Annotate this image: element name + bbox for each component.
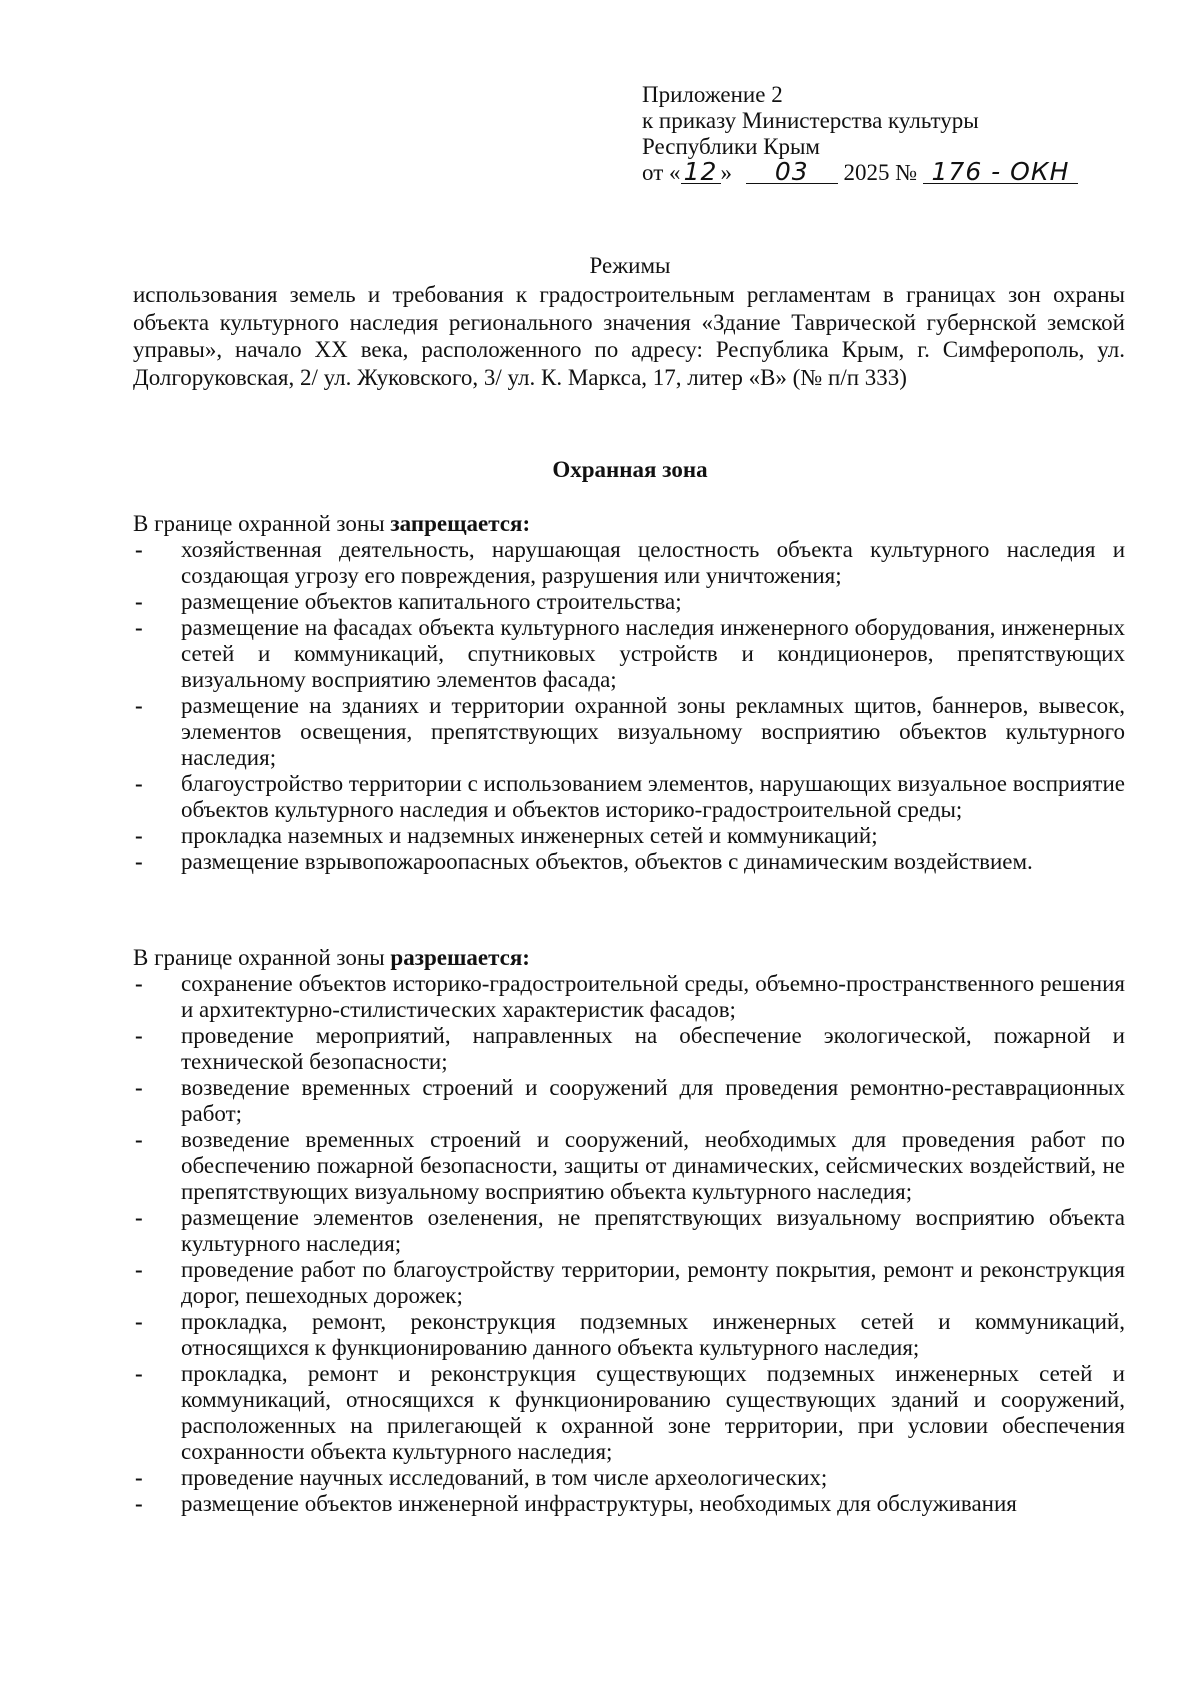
document-title: Режимы [589, 253, 671, 278]
annex-line-2: к приказу Министерства культуры [642, 108, 979, 133]
prohibited-item [133, 693, 1125, 771]
allowed-intro [133, 945, 1125, 971]
allowed-item-text: размещение объектов инженерной инфраструктуры, необходимых для обслуживания [181, 1491, 1017, 1516]
document-subtitle: использования земель и требования к градостроительным регламентам в границах зон охраны объекта культурного наследия регионального значения «Здание Таврической губернской земской управы», начало ХХ века, расположенного по адресу: Республика Крым, г. Симферополь, ул. Долгоруковская, 2/ ул. Жуковского, 3/ ул. К. Маркса, 17, литер «В» (№ п/п 333) [133, 282, 1125, 390]
allowed-item-text: размещение элементов озеленения, не препятствующих визуальному восприятию объекта культурного наследия; [181, 1205, 1125, 1256]
allowed-item [133, 1309, 1125, 1361]
prohibited-item-text: размещение взрывопожароопасных объектов, объектов с динамическим воздействием. [181, 849, 1033, 874]
dash-bullet: - [135, 771, 143, 796]
dash-bullet: - [135, 1075, 143, 1100]
prohibited-item-text: размещение на фасадах объекта культурного наследия инженерного оборудования, инженерных сетей и коммуникаций, спутниковых устройств и кондиционеров, препятствующих визуальному восприятию элементов фасада; [181, 615, 1125, 692]
allowed-item [133, 1075, 1125, 1127]
allowed-item-text: сохранение объектов историко-градостроительной среды, объемно-пространственного решения и архитектурно-стилистических характеристик фасадов; [181, 971, 1125, 1022]
allowed-item [133, 1205, 1125, 1257]
dash-bullet: - [135, 589, 143, 614]
allowed-item [133, 1023, 1125, 1075]
dash-bullet: - [135, 615, 143, 640]
dash-bullet: - [135, 1205, 143, 1230]
allowed-intro-bold: разрешается: [390, 945, 530, 970]
allowed-item [133, 1465, 1125, 1491]
date-month-handwritten: 03 [746, 161, 838, 184]
date-year-number-label: 2025 № [843, 160, 918, 185]
annex-line-3: Республики Крым [642, 134, 820, 159]
allowed-item-text: прокладка, ремонт, реконструкция подземных инженерных сетей и коммуникаций, относящихся к функционированию данного объекта культурного наследия; [181, 1309, 1125, 1360]
dash-bullet: - [135, 1491, 143, 1516]
dash-bullet: - [135, 1465, 143, 1490]
prohibited-item [133, 771, 1125, 823]
allowed-item [133, 971, 1125, 1023]
order-number-handwritten: 176 - ОКН [923, 161, 1078, 184]
prohibited-item-text: хозяйственная деятельность, нарушающая целостность объекта культурного наследия и создающая угрозу его повреждения, разрушения или уничтожения; [181, 537, 1125, 588]
allowed-item-text: прокладка, ремонт и реконструкция существующих подземных инженерных сетей и коммуникаций, относящихся к функционированию существующих зданий и сооружений, расположенных на прилегающей к охранной зоне территории, при условии обеспечения сохранности объекта культурного наследия; [181, 1361, 1125, 1464]
annex-header [642, 82, 1122, 186]
dash-bullet: - [135, 537, 143, 562]
allowed-section [133, 945, 1125, 1517]
zone-heading: Охранная зона [552, 457, 708, 482]
date-day-handwritten: 12 [681, 161, 721, 184]
prohibited-intro [133, 511, 1125, 537]
allowed-item-text: возведение временных строений и сооружений для проведения ремонтно-реставрационных работ; [181, 1075, 1125, 1126]
allowed-item [133, 1127, 1125, 1205]
prohibited-item [133, 823, 1125, 849]
prohibited-item [133, 537, 1125, 589]
prohibited-intro-bold: запрещается: [390, 511, 531, 536]
dash-bullet: - [135, 971, 143, 996]
dash-bullet: - [135, 1023, 143, 1048]
allowed-list [133, 971, 1125, 1517]
allowed-item-text: проведение мероприятий, направленных на обеспечение экологической, пожарной и технической безопасности; [181, 1023, 1125, 1074]
allowed-item-text: возведение временных строений и сооружений, необходимых для проведения работ по обеспечению пожарной безопасности, защиты от динамических, сейсмических воздействий, не препятствующих визуальному восприятию объекта культурного наследия; [181, 1127, 1125, 1204]
allowed-item-text: проведение научных исследований, в том числе археологических; [181, 1465, 828, 1490]
allowed-item [133, 1361, 1125, 1465]
prohibited-item [133, 589, 1125, 615]
allowed-intro-prefix: В границе охранной зоны [133, 945, 385, 970]
prohibited-item-text: размещение объектов капитального строительства; [181, 589, 682, 614]
dash-bullet: - [135, 1361, 143, 1386]
dash-bullet: - [135, 1127, 143, 1152]
allowed-item [133, 1257, 1125, 1309]
annex-date-line [642, 157, 1122, 186]
prohibited-item [133, 849, 1125, 875]
dash-bullet: - [135, 823, 143, 848]
allowed-item [133, 1491, 1125, 1517]
prohibited-item-text: благоустройство территории с использованием элементов, нарушающих визуальное восприятие объектов культурного наследия и объектов историко-градостроительной среды; [181, 771, 1125, 822]
prohibited-list [133, 537, 1125, 875]
dash-bullet: - [135, 1257, 143, 1282]
dash-bullet: - [135, 1309, 143, 1334]
allowed-item-text: проведение работ по благоустройству территории, ремонту покрытия, ремонт и реконструкция дорог, пешеходных дорожек; [181, 1257, 1125, 1308]
annex-line-1: Приложение 2 [642, 82, 783, 107]
prohibited-section [133, 511, 1125, 875]
dash-bullet: - [135, 693, 143, 718]
prohibited-item [133, 615, 1125, 693]
prohibited-item-text: размещение на зданиях и территории охранной зоны рекламных щитов, баннеров, вывесок, элементов освещения, препятствующих визуальному восприятию объектов культурного наследия; [181, 693, 1125, 770]
dash-bullet: - [135, 849, 143, 874]
prohibited-item-text: прокладка наземных и надземных инженерных сетей и коммуникаций; [181, 823, 878, 848]
date-mid: » [720, 160, 732, 185]
date-prefix: от « [642, 160, 681, 185]
prohibited-intro-prefix: В границе охранной зоны [133, 511, 385, 536]
